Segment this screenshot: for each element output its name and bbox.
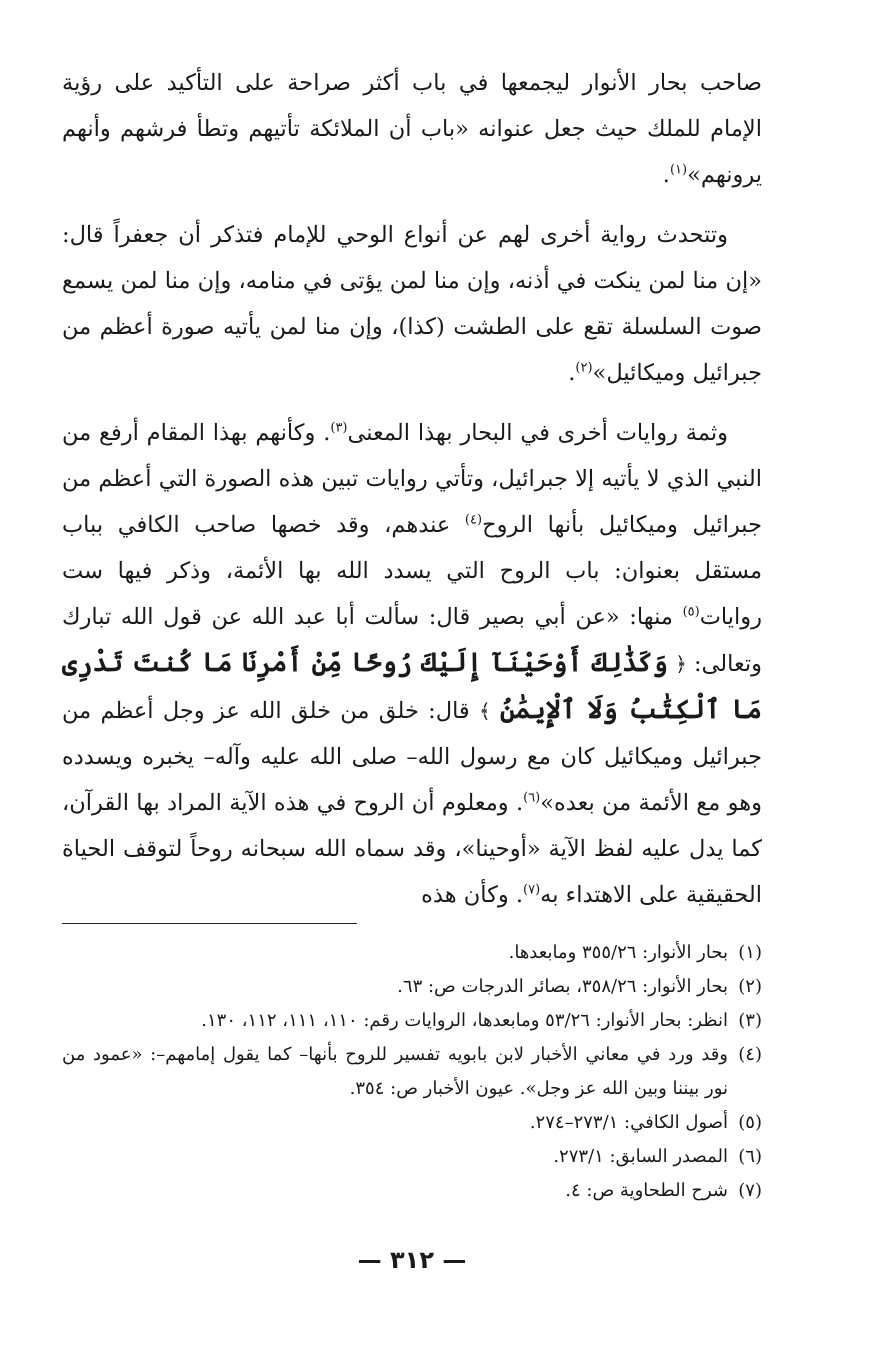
- paragraph-text: وثمة روايات أخرى في البحار بهذا المعنى: [347, 420, 729, 446]
- paragraph-text: عندهم، وقد خصها صاحب الكافي بباب مستقل بعنوان: باب الروح التي يسدد الله بها الأئمة، وذكر فيها ست روايات: [62, 512, 762, 630]
- footnote-item: [62, 970, 762, 1004]
- footnote-number: (٢): [738, 976, 762, 997]
- footnote-number: (١): [738, 942, 762, 963]
- footnotes-list: [62, 936, 762, 1208]
- quran-bracket-open: ﴿: [675, 652, 687, 676]
- footnote-text: بحار الأنوار: ٣٥٨/٢٦، بصائر الدرجات ص: ٦٣.: [397, 976, 728, 997]
- footnote-number: (٦): [738, 1146, 762, 1167]
- footnote-ref-1[interactable]: (١): [669, 162, 688, 178]
- footnote-ref-5[interactable]: (٥): [682, 604, 700, 620]
- footnote-divider: [62, 923, 357, 924]
- footnote-number: (٤): [738, 1044, 762, 1065]
- footnote-item: [62, 1174, 762, 1208]
- footnote-item: [62, 1038, 762, 1106]
- paragraph-text: صاحب بحار الأنوار ليجمعها في باب أكثر صراحة على التأكيد على رؤية الإمام للملك حيث جعل عنوانه «باب أن الملائكة تأتيهم وتطأ فرشهم وأنهم يرونهم»: [62, 70, 762, 188]
- footnote-text: بحار الأنوار: ٣٥٥/٢٦ ومابعدها.: [508, 942, 728, 963]
- paragraph-text: . ومعلوم أن الروح في هذه الآية المراد بها القرآن، كما يدل عليه لفظ الآية «أوحينا»، وقد سماه الله سبحانه روحاً لتوقف الحياة الحقيقية على الاهتداء به: [62, 790, 762, 908]
- footnote-item: [62, 1140, 762, 1174]
- footnote-text: شرح الطحاوية ص: ٤.: [565, 1180, 728, 1201]
- quran-bracket-close: ﴾: [478, 699, 491, 723]
- footnote-ref-4[interactable]: (٤): [464, 512, 483, 528]
- footnote-item: [62, 1106, 762, 1140]
- footnote-ref-3[interactable]: (٣): [330, 420, 348, 436]
- footnote-ref-6[interactable]: (٦): [523, 790, 541, 806]
- footnote-number: (٧): [738, 1180, 762, 1201]
- paragraph-text: . وكأنهم بهذا المقام أرفع من النبي الذي لا يأتيه إلا جبرائيل، وتأتي روايات تبين هذه الصورة التي أعظم من جبرائيل وميكائيل بأنها الروح: [62, 420, 762, 538]
- footnote-number: (٥): [738, 1112, 762, 1133]
- page-number: — ٣١٢ —: [357, 1246, 467, 1274]
- paragraph-text: . وكأن هذه: [421, 882, 524, 908]
- paragraph-end: .: [662, 162, 670, 188]
- quran-verse: وَكَذَٰلِكَ أَوْحَيْنَآ إِلَيْكَ رُوحًا مِّنْ أَمْرِنَا مَا كُنتَ تَدْرِى مَا ٱلْكِتَٰبُ وَلَا ٱلْإِيمَٰنُ: [62, 648, 762, 725]
- footnote-item: [62, 1004, 762, 1038]
- paragraph-text: وتتحدث رواية أخرى لهم عن أنواع الوحي للإمام فتذكر أن جعفراً قال: «إن منا لمن ينكت في أذنه، وإن منا لمن يؤتى في منامه، وإن منا لمن يسمع صوت السلسلة تقع على الطشت (كذا)، وإن منا لمن يأتيه صورة أعظم من جبرائيل وميكائيل»: [62, 222, 762, 386]
- paragraph-2: [62, 212, 762, 396]
- paragraph-1: [62, 60, 762, 198]
- book-page: [62, 60, 762, 1300]
- footnote-number: (٣): [738, 1010, 762, 1031]
- footnote-text: المصدر السابق: ٢٧٣/١.: [553, 1146, 728, 1167]
- footnote-text: أصول الكافي: ٢٧٣/١–٢٧٤.: [529, 1112, 728, 1133]
- footnote-item: [62, 936, 762, 970]
- paragraph-end: .: [568, 360, 576, 386]
- paragraph-3: [62, 410, 762, 918]
- footnote-text: انظر: بحار الأنوار: ٥٣/٢٦ ومابعدها، الروايات رقم: ١١٠، ١١١، ١١٢، ١٣٠.: [201, 1010, 728, 1031]
- footnote-ref-7[interactable]: (٧): [523, 882, 541, 898]
- footnote-text: وقد ورد في معاني الأخبار لابن بابويه تفسير للروح بأنها– كما يقول إمامهم–: «عمود من نور بيننا وبين الله عز وجل». عيون الأخبار ص: ٣٥٤.: [62, 1044, 728, 1099]
- paragraph-text: منها: «عن أبي بصير قال: سألت أبا عبد الله عن قول الله تبارك وتعالى:: [62, 604, 762, 677]
- paragraph-text: قال: خلق من خلق الله عز وجل أعظم من جبرائيل وميكائيل كان مع رسول الله– صلى الله عليه وآله– يخبره ويسدده وهو مع الأئمة من بعده»: [62, 698, 762, 816]
- main-text: [62, 60, 762, 918]
- footnote-ref-2[interactable]: (٢): [575, 360, 593, 376]
